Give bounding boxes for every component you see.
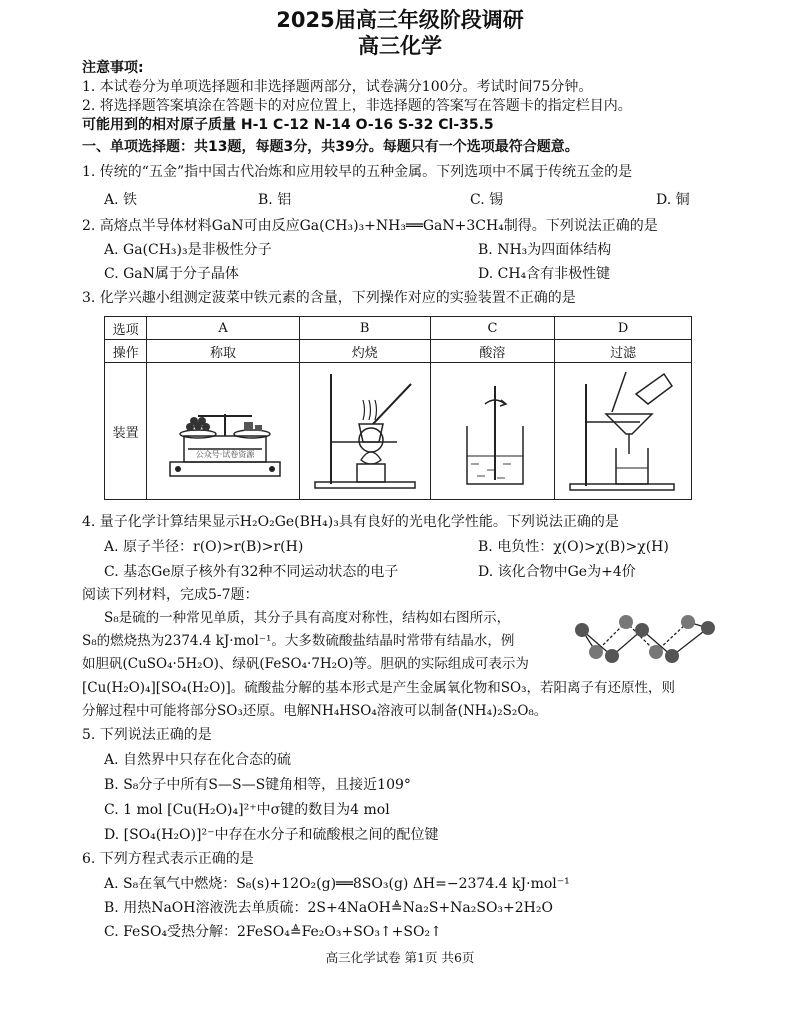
op-dissolve: 酸溶 (430, 340, 555, 363)
balance-cell (147, 363, 300, 500)
q2-option-a: A. Ga(CH₃)₃是非极性分子 (104, 242, 272, 258)
q1-option-d: D. 铜 (656, 192, 690, 208)
q5-option-d: D. [SO₄(H₂O)]²⁻中存在水分子和硫酸根之间的配位键 (104, 827, 439, 843)
q6-stem: 6. 下列方程式表示正确的是 (82, 851, 254, 867)
filtration-illustration (556, 364, 690, 494)
table-label-apparatus: 装置 (105, 363, 147, 500)
q4-option-a: A. 原子半径：r(O)>r(B)>r(H) (104, 539, 304, 555)
table-col-a: A (147, 317, 300, 340)
q5-option-c: C. 1 mol [Cu(H₂O)₄]²⁺中σ键的数目为4 mol (104, 802, 390, 818)
exam-subject: 高三化学 (358, 34, 442, 58)
q3-stem: 3. 化学兴趣小组测定菠菜中铁元素的含量，下列操作对应的实验装置不正确的是 (82, 290, 576, 306)
q5-option-a: A. 自然界中只存在化合态的硫 (104, 752, 292, 768)
q5-stem: 5. 下列说法正确的是 (82, 727, 212, 743)
exam-title: 2025届高三年级阶段调研 (276, 8, 524, 32)
q2-stem: 2. 高熔点半导体材料GaN可由反应Ga(CH₃)₃+NH₃══GaN+3CH₄制得。下列说法正确的是 (82, 218, 658, 234)
section-heading: 一、单项选择题：共13题，每题3分，共39分。每题只有一个选项最符合题意。 (82, 139, 579, 155)
crucible-cell (299, 363, 430, 500)
table-label-option: 选项 (105, 317, 147, 340)
reading-intro: 阅读下列材料，完成5-7题： (82, 587, 259, 603)
reading-line-1: S₈是硫的一种常见单质，其分子具有高度对称性，结构如右图所示， (104, 610, 511, 626)
q6-option-b: B. 用热NaOH溶液洗去单质硫：2S+4NaOH≜Na₂S+Na₂SO₃+2H₂O (104, 900, 553, 916)
q4-option-d: D. 该化合物中Ge为+4价 (478, 564, 636, 580)
reading-line-4: [Cu(H₂O)₄][SO₄(H₂O)]。硫酸盐分解的基本形式是产生金属氧化物和SO₃，若阳离子有还原性，则 (82, 680, 676, 696)
reading-line-3: 如胆矾(CuSO₄·5H₂O)、绿矾(FeSO₄·7H₂O)等。胆矾的实际组成可表示为 (82, 656, 529, 672)
q2-option-c: C. GaN属于分子晶体 (104, 266, 239, 282)
table-col-d: D (555, 317, 692, 340)
beaker-stirring-illustration (431, 364, 553, 494)
crucible-burning-illustration (301, 364, 429, 494)
reading-line-5: 分解过程中可能将部分SO₃还原。电解NH₄HSO₄溶液可以制备(NH₄)₂S₂O₈。 (82, 703, 548, 719)
acid-dissolve-cell (430, 363, 555, 500)
q3-apparatus-table (104, 316, 692, 500)
q1-option-b: B. 铝 (258, 192, 292, 208)
q4-option-b: B. 电负性：χ(O)>χ(B)>χ(H) (478, 539, 669, 555)
op-burn: 灼烧 (299, 340, 430, 363)
table-label-operation: 操作 (105, 340, 147, 363)
table-col-c: C (430, 317, 555, 340)
reading-line-2: S₈的燃烧热为2374.4 kJ·mol⁻¹。大多数硫酸盐结晶时常带有结晶水，例 (82, 633, 515, 649)
s8-structure-diagram (570, 606, 720, 676)
q4-option-c: C. 基态Ge原子核外有32种不同运动状态的电子 (104, 564, 399, 580)
q5-option-b: B. S₈分子中所有S—S—S键角相等，且接近109° (104, 777, 411, 793)
notes-item-2: 2. 将选择题答案填涂在答题卡的对应位置上，非选择题的答案写在答题卡的指定栏目内。 (82, 98, 632, 114)
op-weigh: 称取 (147, 340, 300, 363)
filtration-cell (555, 363, 692, 500)
q2-option-b: B. NH₃为四面体结构 (478, 242, 612, 258)
q1-option-c: C. 锡 (470, 192, 504, 208)
q6-option-c: C. FeSO₄受热分解：2FeSO₄≜Fe₂O₃+SO₃↑+SO₂↑ (104, 924, 442, 940)
apparatus-watermark: 公众号·试卷资源 (195, 450, 255, 459)
q1-stem: 1. 传统的“五金”指中国古代冶炼和应用较早的五种金属。下列选项中不属于传统五金的是 (82, 164, 633, 180)
q4-stem: 4. 量子化学计算结果显示H₂O₂Ge(BH₄)₃具有良好的光电化学性能。下列说法正确的是 (82, 514, 619, 530)
balance-illustration (148, 364, 298, 494)
notes-heading: 注意事项: (82, 60, 144, 76)
op-filter: 过滤 (555, 340, 692, 363)
q2-option-d: D. CH₄含有非极性键 (478, 266, 611, 282)
q1-option-a: A. 铁 (104, 192, 138, 208)
table-col-b: B (299, 317, 430, 340)
notes-item-1: 1. 本试卷分为单项选择题和非选择题两部分，试卷满分100分。考试时间75分钟。 (82, 79, 593, 95)
q6-option-a: A. S₈在氧气中燃烧：S₈(s)+12O₂(g)══8SO₃(g) ΔH=−2374.4 kJ·mol⁻¹ (104, 876, 570, 892)
atomic-mass-line: 可能用到的相对原子质量 H-1 C-12 N-14 O-16 S-32 Cl-35.5 (82, 117, 494, 133)
page-footer: 高三化学试卷 第1页 共6页 (325, 950, 475, 965)
